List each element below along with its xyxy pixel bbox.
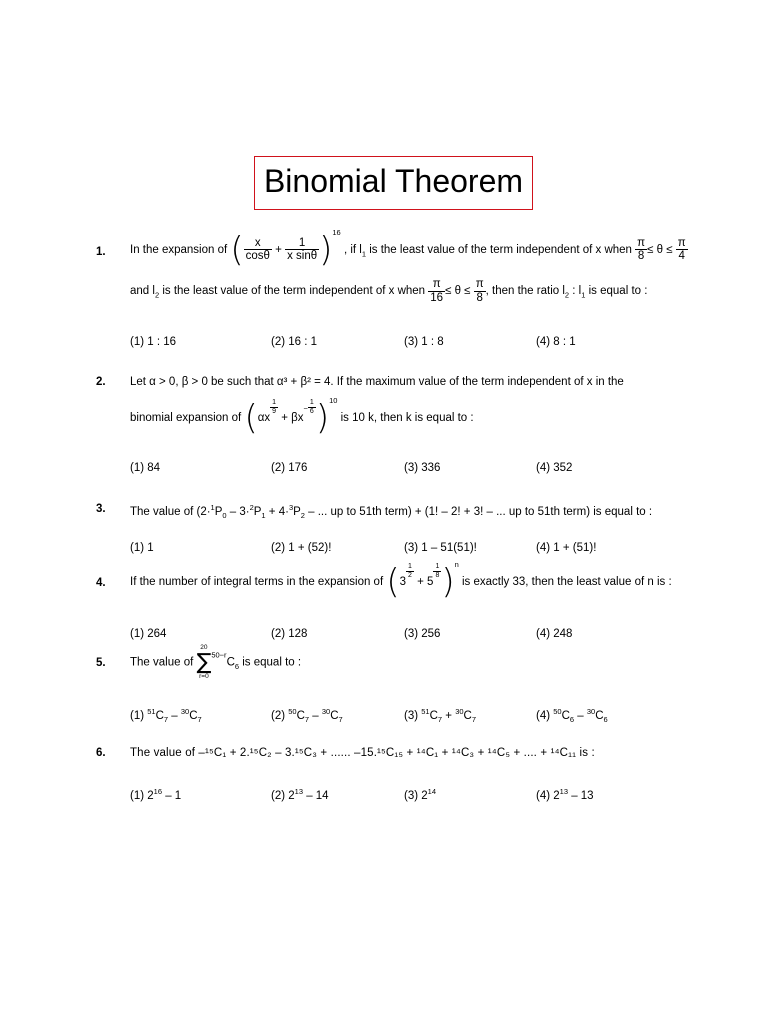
question-3-line: The value of ($2\cdot^1P_0 - 3\cdot^2P_1 + 4\cdot^3P_2$ – ... up to 51th term) + (1! – 2! + 3! – ... up to 51th term) is equal to : xyxy=(130,503,653,521)
q6-option-4: (4) $2^{13} - 13$ xyxy=(536,787,594,802)
question-2-number: 2. xyxy=(96,376,106,388)
q5-option-1: (1) $^{51}C_7 - ^{30}C_7$ xyxy=(130,707,202,725)
q5-option-3: (3) $^{51}C_7 + ^{30}C_7$ xyxy=(404,707,477,725)
q4-option-2: (2) 128 xyxy=(271,628,308,640)
question-6-number: 6. xyxy=(96,747,106,759)
q3-option-2: (2) 1 + (52)! xyxy=(271,542,332,554)
q1-fraction-1: $\frac{x}{\cos\theta}$ xyxy=(245,236,270,263)
title-box xyxy=(254,156,533,210)
q1-option-4: (4) 8 : 1 xyxy=(536,336,576,348)
q6-option-1: (1) $2^{16} - 1$ xyxy=(130,787,182,802)
q2-option-2: (2) 176 xyxy=(271,462,308,474)
question-1-line-2: and $l_2$ is the least value of the term independent of x when $\frac{\pi}{16}$ ≤ θ ≤ $\frac{\pi}{8}$ , then the ratio $l_2$ : $l_1$ is equal to : xyxy=(130,278,648,304)
q6-option-3: (3) $2^{14}$ xyxy=(404,787,436,802)
q3-option-3: (3) 1 – 51(51)! xyxy=(404,542,477,554)
question-3-number: 3. xyxy=(96,503,106,515)
question-6-line: The value of –¹⁵C₁ + 2.¹⁵C₂ – 3.¹⁵C₃ + ...... –15.¹⁵C₁₅ + ¹⁴C₁ + ¹⁴C₃ + ¹⁴C₅ + .... + ¹⁴C₁₁ is : xyxy=(130,747,595,759)
q1-pi-over-16: $\frac{\pi}{16}$ xyxy=(430,278,444,304)
q2-option-1: (1) 84 xyxy=(130,462,161,474)
q3-option-1: (1) 1 xyxy=(130,542,154,554)
q1-fraction-2: $\frac{1}{\text{x sinθ}}$ xyxy=(287,236,318,263)
q1-pi-over-8: $\frac{\pi}{8}$ xyxy=(637,236,646,263)
q1-option-1: (1) 1 : 16 xyxy=(130,336,177,348)
q2-option-3: (3) 336 xyxy=(404,462,441,474)
question-4-number: 4. xyxy=(96,577,106,589)
q1-option-3: (3) 1 : 8 xyxy=(404,336,444,348)
q5-option-2: (2) $^{50}C_7 - ^{30}C_7$ xyxy=(271,707,343,725)
question-5-line: The value of 20 ∑ r=0 $^{50-r}C_6$ is equal to : xyxy=(130,644,302,680)
q1-pi-over-8b: $\frac{\pi}{8}$ xyxy=(475,278,484,304)
q2-option-4: (4) 352 xyxy=(536,462,573,474)
q3-option-4: (4) 1 + (51)! xyxy=(536,542,597,554)
question-1-line-1: In the expansion of ( $\frac{x}{\cos\theta}$ + $\frac{1}{\text{x sinθ}}$ )$^{16}$ , if $l_1$ is the least value of the term independent of x when $\frac{\pi}{8}$ ≤ θ ≤ $\frac{\pi}{4}$ xyxy=(130,228,686,270)
q1-pi-over-4: $\frac{\pi}{4}$ xyxy=(677,236,686,263)
q4-option-1: (1) 264 xyxy=(130,628,167,640)
q4-option-4: (4) 248 xyxy=(536,628,573,640)
q6-option-2: (2) $2^{13} - 14$ xyxy=(271,787,329,802)
question-5-number: 5. xyxy=(96,657,106,669)
question-1-number: 1. xyxy=(96,246,106,258)
question-2-line-2: binomial expansion of (αx $\frac{1}{9}$ + βx− $\frac{1}{6}$ )$^{10}$ is 10 k, then k is equal to : xyxy=(130,396,474,438)
page-title: Binomial Theorem xyxy=(263,163,524,199)
q5-option-4: (4) $^{50}C_6 - ^{30}C_6$ xyxy=(536,707,608,725)
q1-option-2: (2) 16 : 1 xyxy=(271,336,318,348)
question-4-line: If the number of integral terms in the expansion of (3 $\frac{1}{2}$ + 5 $\frac{1}{8}$ )$^n$ is exactly 33, then the least value of n is : xyxy=(130,560,672,602)
paren-close: ) xyxy=(319,229,333,270)
question-2-line-1: Let α > 0, β > 0 be such that α³ + β² = 4. If the maximum value of the term independent of x in the xyxy=(130,376,624,388)
summation-symbol: 20 ∑ r=0 xyxy=(196,644,212,680)
q4-option-3: (3) 256 xyxy=(404,628,441,640)
paren-open: ( xyxy=(230,229,244,270)
q1-text-a: In the expansion of xyxy=(130,244,228,256)
